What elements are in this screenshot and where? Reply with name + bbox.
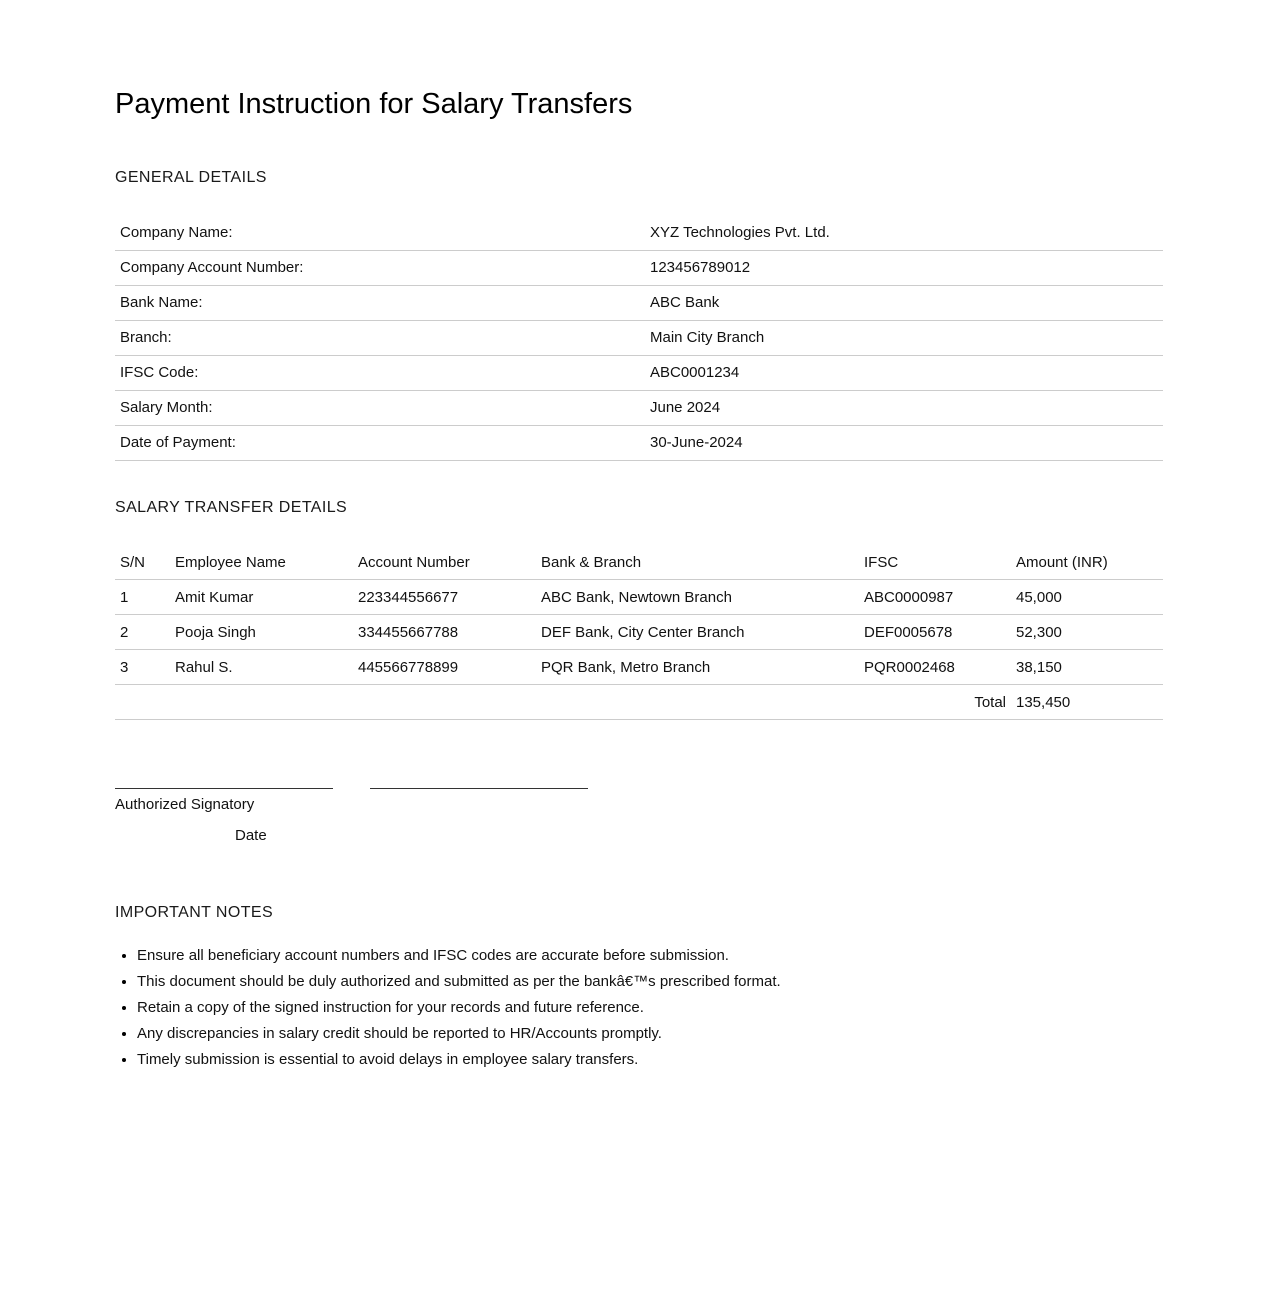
detail-label: Salary Month: [115,390,645,425]
column-header: Bank & Branch [536,545,859,580]
total-spacer-cell [115,685,859,720]
general-detail-row [115,250,1163,285]
detail-value: ABC Bank [645,285,1163,320]
column-header: IFSC [859,545,1011,580]
date-label: Date [235,827,267,845]
important-notes-list [115,943,1163,1073]
signature-lines [115,788,1163,789]
table-cell: 2 [115,615,170,650]
table-cell: DEF0005678 [859,615,1011,650]
detail-label: Company Name: [115,215,645,250]
detail-label: Company Account Number: [115,250,645,285]
table-row [115,615,1163,650]
authorized-signatory-label: Authorized Signatory [115,796,255,814]
salary-transfer-section [115,499,1163,721]
table-cell: DEF Bank, City Center Branch [536,615,859,650]
general-detail-row [115,355,1163,390]
table-cell: PQR Bank, Metro Branch [536,650,859,685]
table-cell: 3 [115,650,170,685]
salary-transfer-heading: SALARY TRANSFER DETAILS [115,498,348,516]
detail-label: IFSC Code: [115,355,645,390]
detail-value: 30-June-2024 [645,425,1163,460]
table-cell: 445566778899 [353,650,536,685]
table-row [115,650,1163,685]
table-cell: 334455667788 [353,615,536,650]
note-item: This document should be duly authorized and submitted as per the bankâ€™s prescribed format. [115,969,1163,995]
table-cell: ABC0000987 [859,580,1011,615]
detail-value: 123456789012 [645,250,1163,285]
note-item: Timely submission is essential to avoid delays in employee salary transfers. [115,1047,1163,1073]
table-cell: 38,150 [1011,650,1163,685]
note-item: Retain a copy of the signed instruction for your records and future reference. [115,995,1163,1021]
table-cell: ABC Bank, Newtown Branch [536,580,859,615]
table-cell: PQR0002468 [859,650,1011,685]
general-detail-row [115,390,1163,425]
signature-block [115,788,1163,844]
table-cell: 52,300 [1011,615,1163,650]
detail-value: ABC0001234 [645,355,1163,390]
table-cell: Pooja Singh [170,615,353,650]
general-detail-row [115,285,1163,320]
salary-transfer-table [115,545,1163,721]
signatory-signature-line [115,788,333,789]
detail-label: Date of Payment: [115,425,645,460]
table-cell: Rahul S. [170,650,353,685]
detail-label: Bank Name: [115,285,645,320]
general-details-section [115,169,1163,461]
note-item: Any discrepancies in salary credit should be reported to HR/Accounts promptly. [115,1021,1163,1047]
general-detail-row [115,425,1163,460]
table-header-row [115,545,1163,580]
total-value: 135,450 [1011,685,1163,720]
detail-value: Main City Branch [645,320,1163,355]
general-detail-row [115,320,1163,355]
table-cell: 45,000 [1011,580,1163,615]
column-header: Employee Name [170,545,353,580]
general-details-table [115,215,1163,461]
column-header: Amount (INR) [1011,545,1163,580]
column-header: Account Number [353,545,536,580]
page-title: Payment Instruction for Salary Transfers [115,88,633,120]
total-row [115,685,1163,720]
table-row [115,580,1163,615]
table-cell: 1 [115,580,170,615]
detail-label: Branch: [115,320,645,355]
date-signature-line [370,788,588,789]
important-notes-heading: IMPORTANT NOTES [115,904,274,922]
note-item: Ensure all beneficiary account numbers and IFSC codes are accurate before submission. [115,943,1163,969]
table-cell: 223344556677 [353,580,536,615]
general-details-heading: GENERAL DETAILS [115,169,267,187]
column-header: S/N [115,545,170,580]
detail-value: XYZ Technologies Pvt. Ltd. [645,215,1163,250]
general-detail-row [115,215,1163,250]
total-label: Total [859,685,1011,720]
table-cell: Amit Kumar [170,580,353,615]
detail-value: June 2024 [645,390,1163,425]
important-notes-section [115,904,1163,1073]
